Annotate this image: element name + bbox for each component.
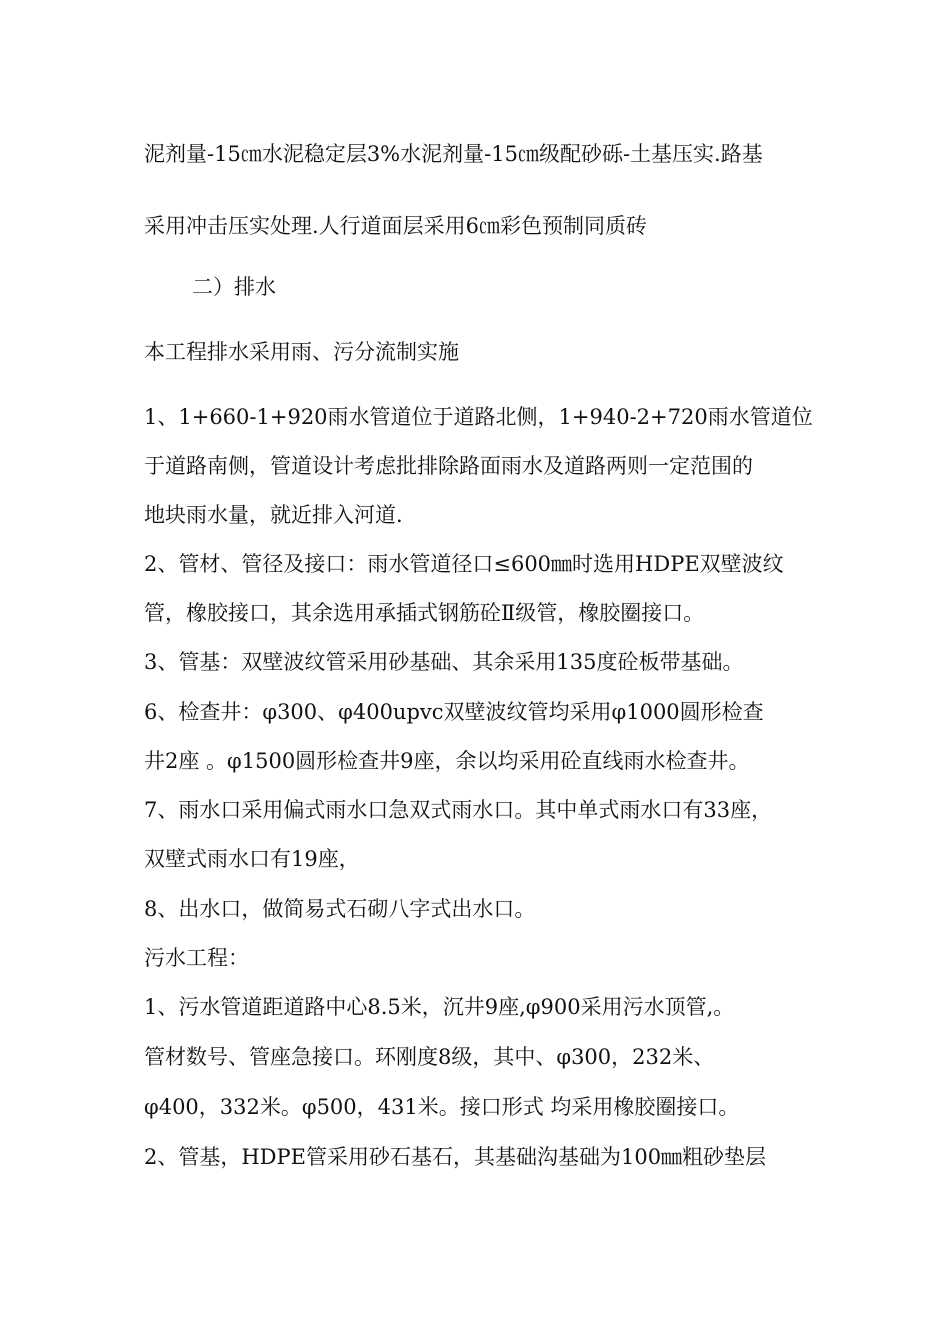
paragraph-line-9: 管，橡胶接口，其余选用承插式钢筋砼Ⅱ级管，橡胶圈接口。 (144, 601, 705, 625)
section-heading-sewage: 污水工程： (144, 946, 249, 970)
paragraph-line-13: 7、雨水口采用偏式雨水口急双式雨水口。其中单式雨水口有33座， (144, 798, 773, 822)
paragraph-line-1: 泥剂量-15㎝水泥稳定层3%水泥剂量-15㎝级配砂砾-土基压实.路基 (144, 142, 763, 166)
paragraph-line-11: 6、检查井：φ300、φ400upvc双壁波纹管均采用φ1000圆形检查 (144, 700, 764, 724)
paragraph-line-14: 双壁式雨水口有19座， (144, 847, 360, 871)
paragraph-line-12: 井2座 。φ1500圆形检查井9座，余以均采用砼直线雨水检查井。 (144, 749, 750, 773)
paragraph-line-8: 2、管材、管径及接口：雨水管道径口≤600㎜时选用HDPE双壁波纹 (144, 552, 784, 576)
paragraph-line-7: 地块雨水量，就近排入河道. (144, 503, 403, 527)
paragraph-line-10: 3、管基：双壁波纹管采用砂基础、其余采用135度砼板带基础。 (144, 650, 744, 674)
paragraph-line-15: 8、出水口，做简易式石砌八字式出水口。 (144, 897, 536, 921)
paragraph-line-2: 采用冲击压实处理.人行道面层采用6㎝彩色预制同质砖 (144, 214, 648, 238)
paragraph-line-5: 1、1+660-1+920雨水管道位于道路北侧，1+940-2+720雨水管道位 (144, 405, 813, 429)
section-heading-drainage: 二）排水 (192, 275, 276, 299)
paragraph-line-4: 本工程排水采用雨、污分流制实施 (144, 340, 459, 364)
paragraph-line-20: 2、管基，HDPE管采用砂石基石，其基础沟基础为100㎜粗砂垫层 (144, 1145, 767, 1169)
paragraph-line-17: 1、污水管道距道路中心8.5米，沉井9座,φ900采用污水顶管,。 (144, 995, 735, 1019)
paragraph-line-18: 管材数号、管座急接口。环刚度8级，其中、φ300，232米、 (144, 1045, 715, 1069)
paragraph-line-19: φ400，332米。φ500，431米。接口形式 均采用橡胶圈接口。 (144, 1095, 740, 1119)
paragraph-line-6: 于道路南侧，管道设计考虑批排除路面雨水及道路两则一定范围的 (144, 454, 753, 478)
